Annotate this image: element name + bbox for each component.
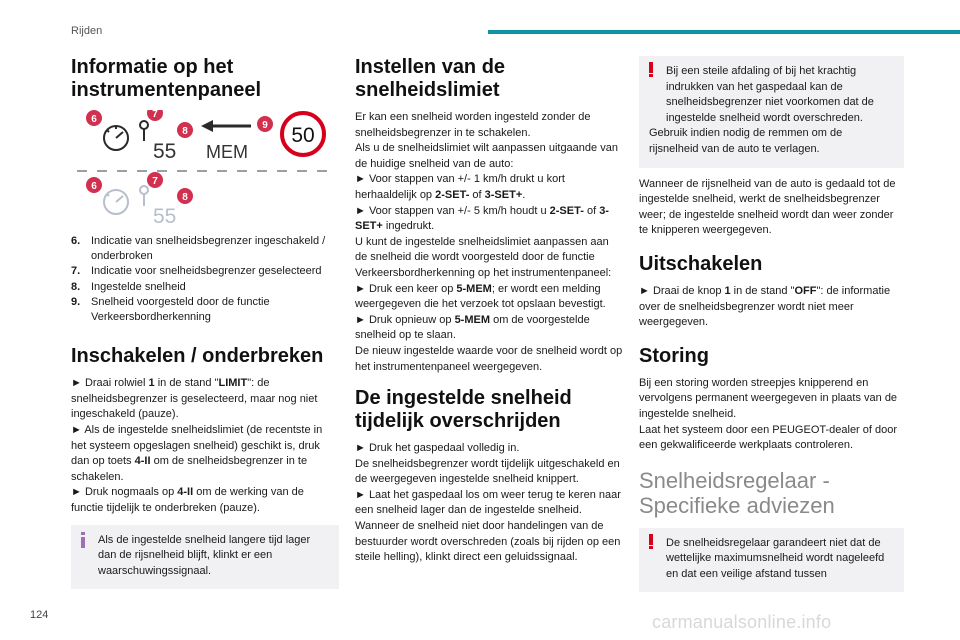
paragraph: ► Druk een keer op 5-MEM; er wordt een melding weergegeven die het verzoek tot opslaan bevestigt. bbox=[355, 282, 606, 311]
paragraph: Bij een storing worden streepjes knipperend en vervolgens permanent weergegeven in plaats van de ingestelde snelheid. bbox=[639, 376, 898, 420]
arrow-left-icon bbox=[201, 120, 251, 132]
heading-temporary-exceed: De ingestelde snelheid tijdelijk overschrijden bbox=[355, 387, 572, 433]
warning-icon bbox=[649, 62, 653, 77]
legend-list bbox=[71, 234, 339, 325]
column-3 bbox=[639, 56, 904, 592]
paragraph: ► Voor stappen van +/- 1 km/h drukt u kort herhaaldelijk op 2-SET- of 3-SET+. bbox=[355, 173, 565, 201]
watermark: carmanualsonline.info bbox=[652, 612, 832, 632]
list-item: 7. Indicatie voor snelheidsbegrenzer geselecteerd bbox=[71, 265, 322, 278]
pin-icon-faded bbox=[140, 186, 148, 206]
svg-text:7: 7 bbox=[152, 176, 158, 187]
svg-text:9: 9 bbox=[262, 120, 268, 131]
warning-note: De snelheidsregelaar garandeert niet dat de wettelijke maximumsnelheid wordt nageleefd en dat een veilige afstand tussen bbox=[639, 528, 904, 593]
badge-7-top bbox=[147, 110, 163, 121]
warning-note: Bij een steile afdaling of bij het krachtig indrukken van het gaspedaal kan de snelheidsbegrenzer niet voorkomen dat de ingestelde snelheid wordt overschreden. Gebruik indien nodig de remmen om de rijsnelheid van de auto te verlagen. bbox=[639, 56, 904, 168]
heading-cruise-control-advice: Snelheidsregelaar - Specifieke adviezen bbox=[639, 467, 835, 518]
paragraph: ► Draai rolwiel 1 in de stand "LIMIT": de snelheidsbegrenzer is geselecteerd, maar nog niet ingeschakeld (pauze). bbox=[71, 377, 318, 421]
list-item: 6. Indicatie van snelheidsbegrenzer ingeschakeld / onderbroken bbox=[71, 235, 326, 263]
heading-instrument-info: Informatie op het instrumentenpaneel bbox=[71, 56, 262, 101]
paragraph: ► Als de ingestelde snelheidslimiet (de recentste in het systeem opgeslagen snelheid) geschikt is, druk dan op toets 4-II om de snelheidsbegrenzer in te schakelen. bbox=[71, 424, 323, 483]
heading-deactivate: Uitschakelen bbox=[639, 252, 763, 275]
paragraph: ► Druk opnieuw op 5-MEM om de voorgestelde snelheid op te slaan. bbox=[355, 313, 590, 342]
speedometer-icon-faded bbox=[104, 190, 128, 214]
paragraph: Er kan een snelheid worden ingesteld zonder de snelheidsbegrenzer in te schakelen. bbox=[355, 111, 591, 139]
speedometer-icon bbox=[104, 126, 128, 150]
paragraph: ► Druk het gaspedaal volledig in. bbox=[355, 442, 520, 455]
paragraph: De nieuw ingestelde waarde voor de snelheid wordt op het instrumentenpaneel weergegeven. bbox=[355, 344, 623, 373]
badge-6-bottom bbox=[86, 177, 102, 193]
instrument-diagram-svg bbox=[71, 110, 339, 228]
paragraph: ► Draai de knop 1 in de stand "OFF": de informatie over de snelheidsbegrenzer wordt niet meer weergegeven. bbox=[639, 284, 891, 329]
warning-icon bbox=[649, 534, 653, 549]
info-icon bbox=[81, 532, 85, 548]
paragraph: U kunt de ingestelde snelheidslimiet aanpassen aan de snelheid die wordt voorgesteld door de functie Verkeersbordherkenning op het instrumentenpaneel: bbox=[355, 235, 612, 279]
paragraph: ► Druk nogmaals op 4-II om de werking van de functie tijdelijk te onderbreken (pauze). bbox=[71, 486, 304, 514]
column-1 bbox=[71, 56, 339, 589]
mem-label: MEM bbox=[206, 142, 248, 162]
instrument-panel-diagram bbox=[71, 110, 339, 228]
paragraph: ► Voor stappen van +/- 5 km/h houdt u 2-SET- of 3-SET+ ingedrukt. bbox=[355, 204, 609, 233]
page-number: 124 bbox=[30, 609, 49, 621]
svg-text:8: 8 bbox=[182, 192, 188, 203]
set-speed-value-faded: 55 bbox=[153, 205, 177, 228]
paragraph: Als u de snelheidslimiet wilt aanpassen uitgaande van de huidige snelheid van de auto: bbox=[355, 142, 618, 170]
heading-set-limit: Instellen van de snelheidslimiet bbox=[355, 56, 506, 101]
column-2 bbox=[355, 56, 623, 566]
paragraph: Wanneer de rijsnelheid van de auto is gedaald tot de ingestelde snelheid, werkt de snelheidsbegrenzer weer; de ingestelde snelheid wordt dan weer zonder te knipperen weergegeven. bbox=[639, 177, 896, 237]
heading-malfunction: Storing bbox=[639, 344, 709, 367]
svg-text:6: 6 bbox=[91, 114, 97, 125]
svg-text:7: 7 bbox=[152, 110, 158, 120]
list-item: 9. Snelheid voorgesteld door de functie Verkeersbordherkenning bbox=[71, 295, 270, 324]
info-note: Als de ingestelde snelheid langere tijd lager dan de rijsnelheid blijft, klinkt er een waarschuwingssignaal. bbox=[71, 525, 339, 590]
list-item: 8. Ingestelde snelheid bbox=[71, 280, 186, 293]
badge-8-top bbox=[177, 122, 193, 138]
pin-icon bbox=[140, 121, 148, 141]
paragraph: Wanneer de snelheid niet door handelingen van de bestuurder wordt overschreden (zoals bij rijden op een steile helling), klinkt direct een geluidssignaal. bbox=[355, 520, 621, 564]
speed-limit-value: 50 bbox=[291, 124, 315, 147]
badge-7-bottom bbox=[147, 172, 163, 188]
paragraph: De snelheidsbegrenzer wordt tijdelijk uitgeschakeld en de weergegeven ingestelde snelheid knippert. bbox=[355, 457, 620, 486]
svg-text:8: 8 bbox=[182, 126, 188, 137]
badge-8-bottom bbox=[177, 188, 193, 204]
svg-text:6: 6 bbox=[91, 181, 97, 192]
set-speed-value: 55 bbox=[153, 140, 177, 163]
section-header: Rijden bbox=[71, 25, 103, 37]
header-accent-bar bbox=[488, 30, 960, 34]
badge-6-top bbox=[86, 110, 102, 126]
badge-9-top bbox=[257, 116, 273, 132]
heading-activate-pause: Inschakelen / onderbreken bbox=[71, 345, 324, 368]
paragraph: Laat het systeem door een PEUGEOT-dealer of door een gekwalificeerde werkplaats controleren. bbox=[639, 423, 898, 452]
paragraph: ► Laat het gaspedaal los om weer terug te keren naar een snelheid lager dan de ingestelde snelheid. bbox=[355, 488, 621, 517]
